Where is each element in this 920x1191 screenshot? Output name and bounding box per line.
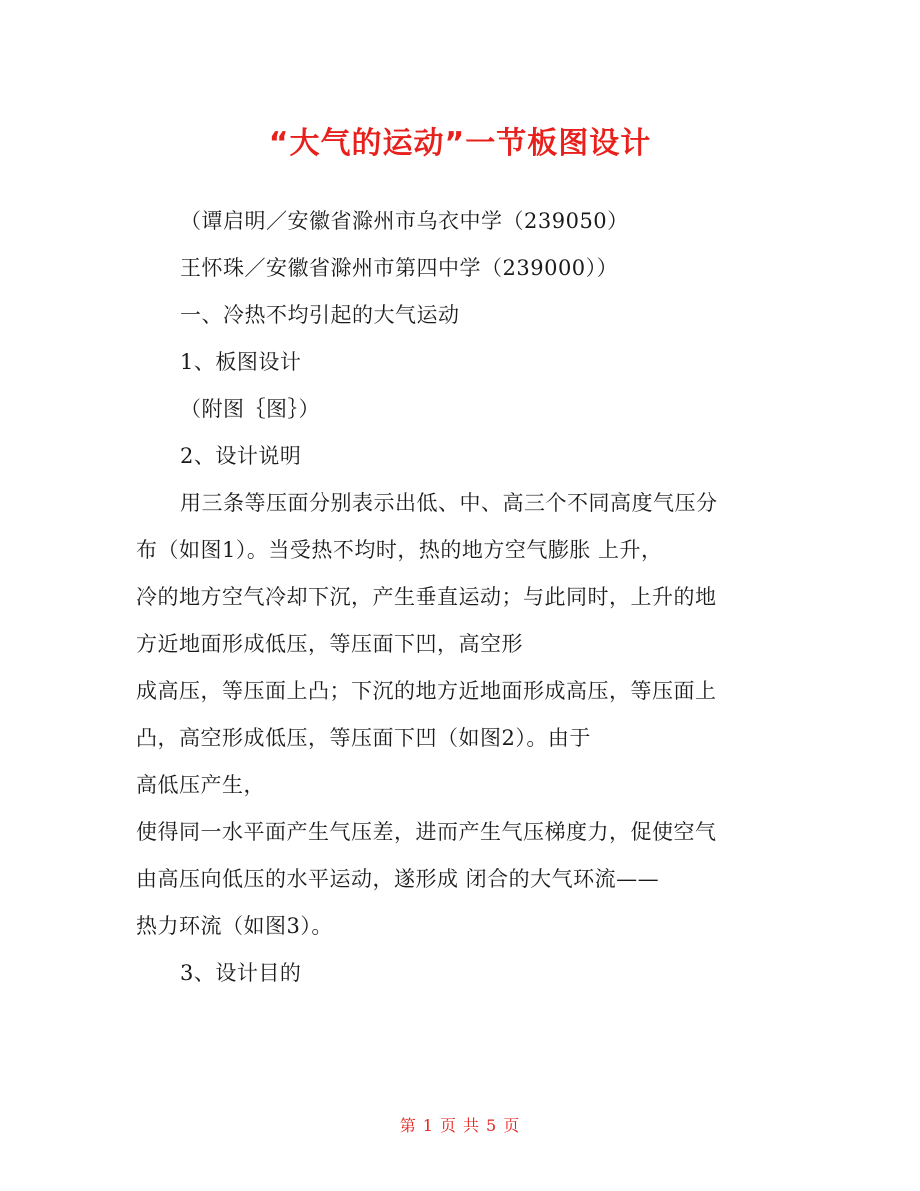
author-line-2: 王怀珠／安徽省滁州市第四中学（239000））: [180, 256, 619, 280]
footer-page-word: 页: [439, 1116, 457, 1135]
paragraph-line: 高低压产生，: [136, 773, 265, 797]
paragraph-line: 冷的地方空气冷却下沉，产生垂直运动；与此同时，上升的地: [136, 585, 717, 609]
subsection-heading-board-design: 1、板图设计: [180, 350, 302, 374]
document-title: “大气的运动”一节板图设计: [268, 126, 652, 161]
paragraph-line: 方近地面形成低压，等压面下凹，高空形: [136, 632, 523, 656]
footer-suffix: 页: [503, 1116, 521, 1135]
paragraph-line: 凸，高空形成低压，等压面下凹（如图2）。由于: [136, 726, 591, 750]
paragraph-line: 热力环流（如图3）。: [136, 914, 333, 938]
footer-page-number: 1: [422, 1116, 434, 1135]
footer-total-word: 共: [463, 1116, 481, 1135]
footer-total-pages: 5: [486, 1116, 498, 1135]
document-body: [136, 210, 788, 985]
paragraph-line: 由高压向低压的水平运动，遂形成 闭合的大气环流——: [136, 867, 660, 891]
page-footer: [0, 1113, 920, 1136]
author-line-1: （谭启明／安徽省滁州市乌衣中学（239050）: [180, 209, 629, 233]
subsection-heading-design-notes: 2、设计说明: [180, 444, 302, 468]
section-heading-1: 一、冷热不均引起的大气运动: [180, 303, 460, 327]
paragraph-line: 使得同一水平面产生气压差，进而产生气压梯度力，促使空气: [136, 820, 717, 844]
paragraph-line: 成高压，等压面上凸；下沉的地方近地面形成高压，等压面上: [136, 679, 717, 703]
subsection-heading-design-goals: 3、设计目的: [180, 961, 302, 985]
figure-placeholder: （附图｛图｝）: [180, 397, 320, 421]
paragraph-line: 用三条等压面分别表示出低、中、高三个不同高度气压分: [180, 491, 718, 515]
paragraph-line: 布（如图1）。当受热不均时，热的地方空气膨胀 上升，: [136, 538, 663, 562]
footer-prefix: 第: [399, 1116, 417, 1135]
